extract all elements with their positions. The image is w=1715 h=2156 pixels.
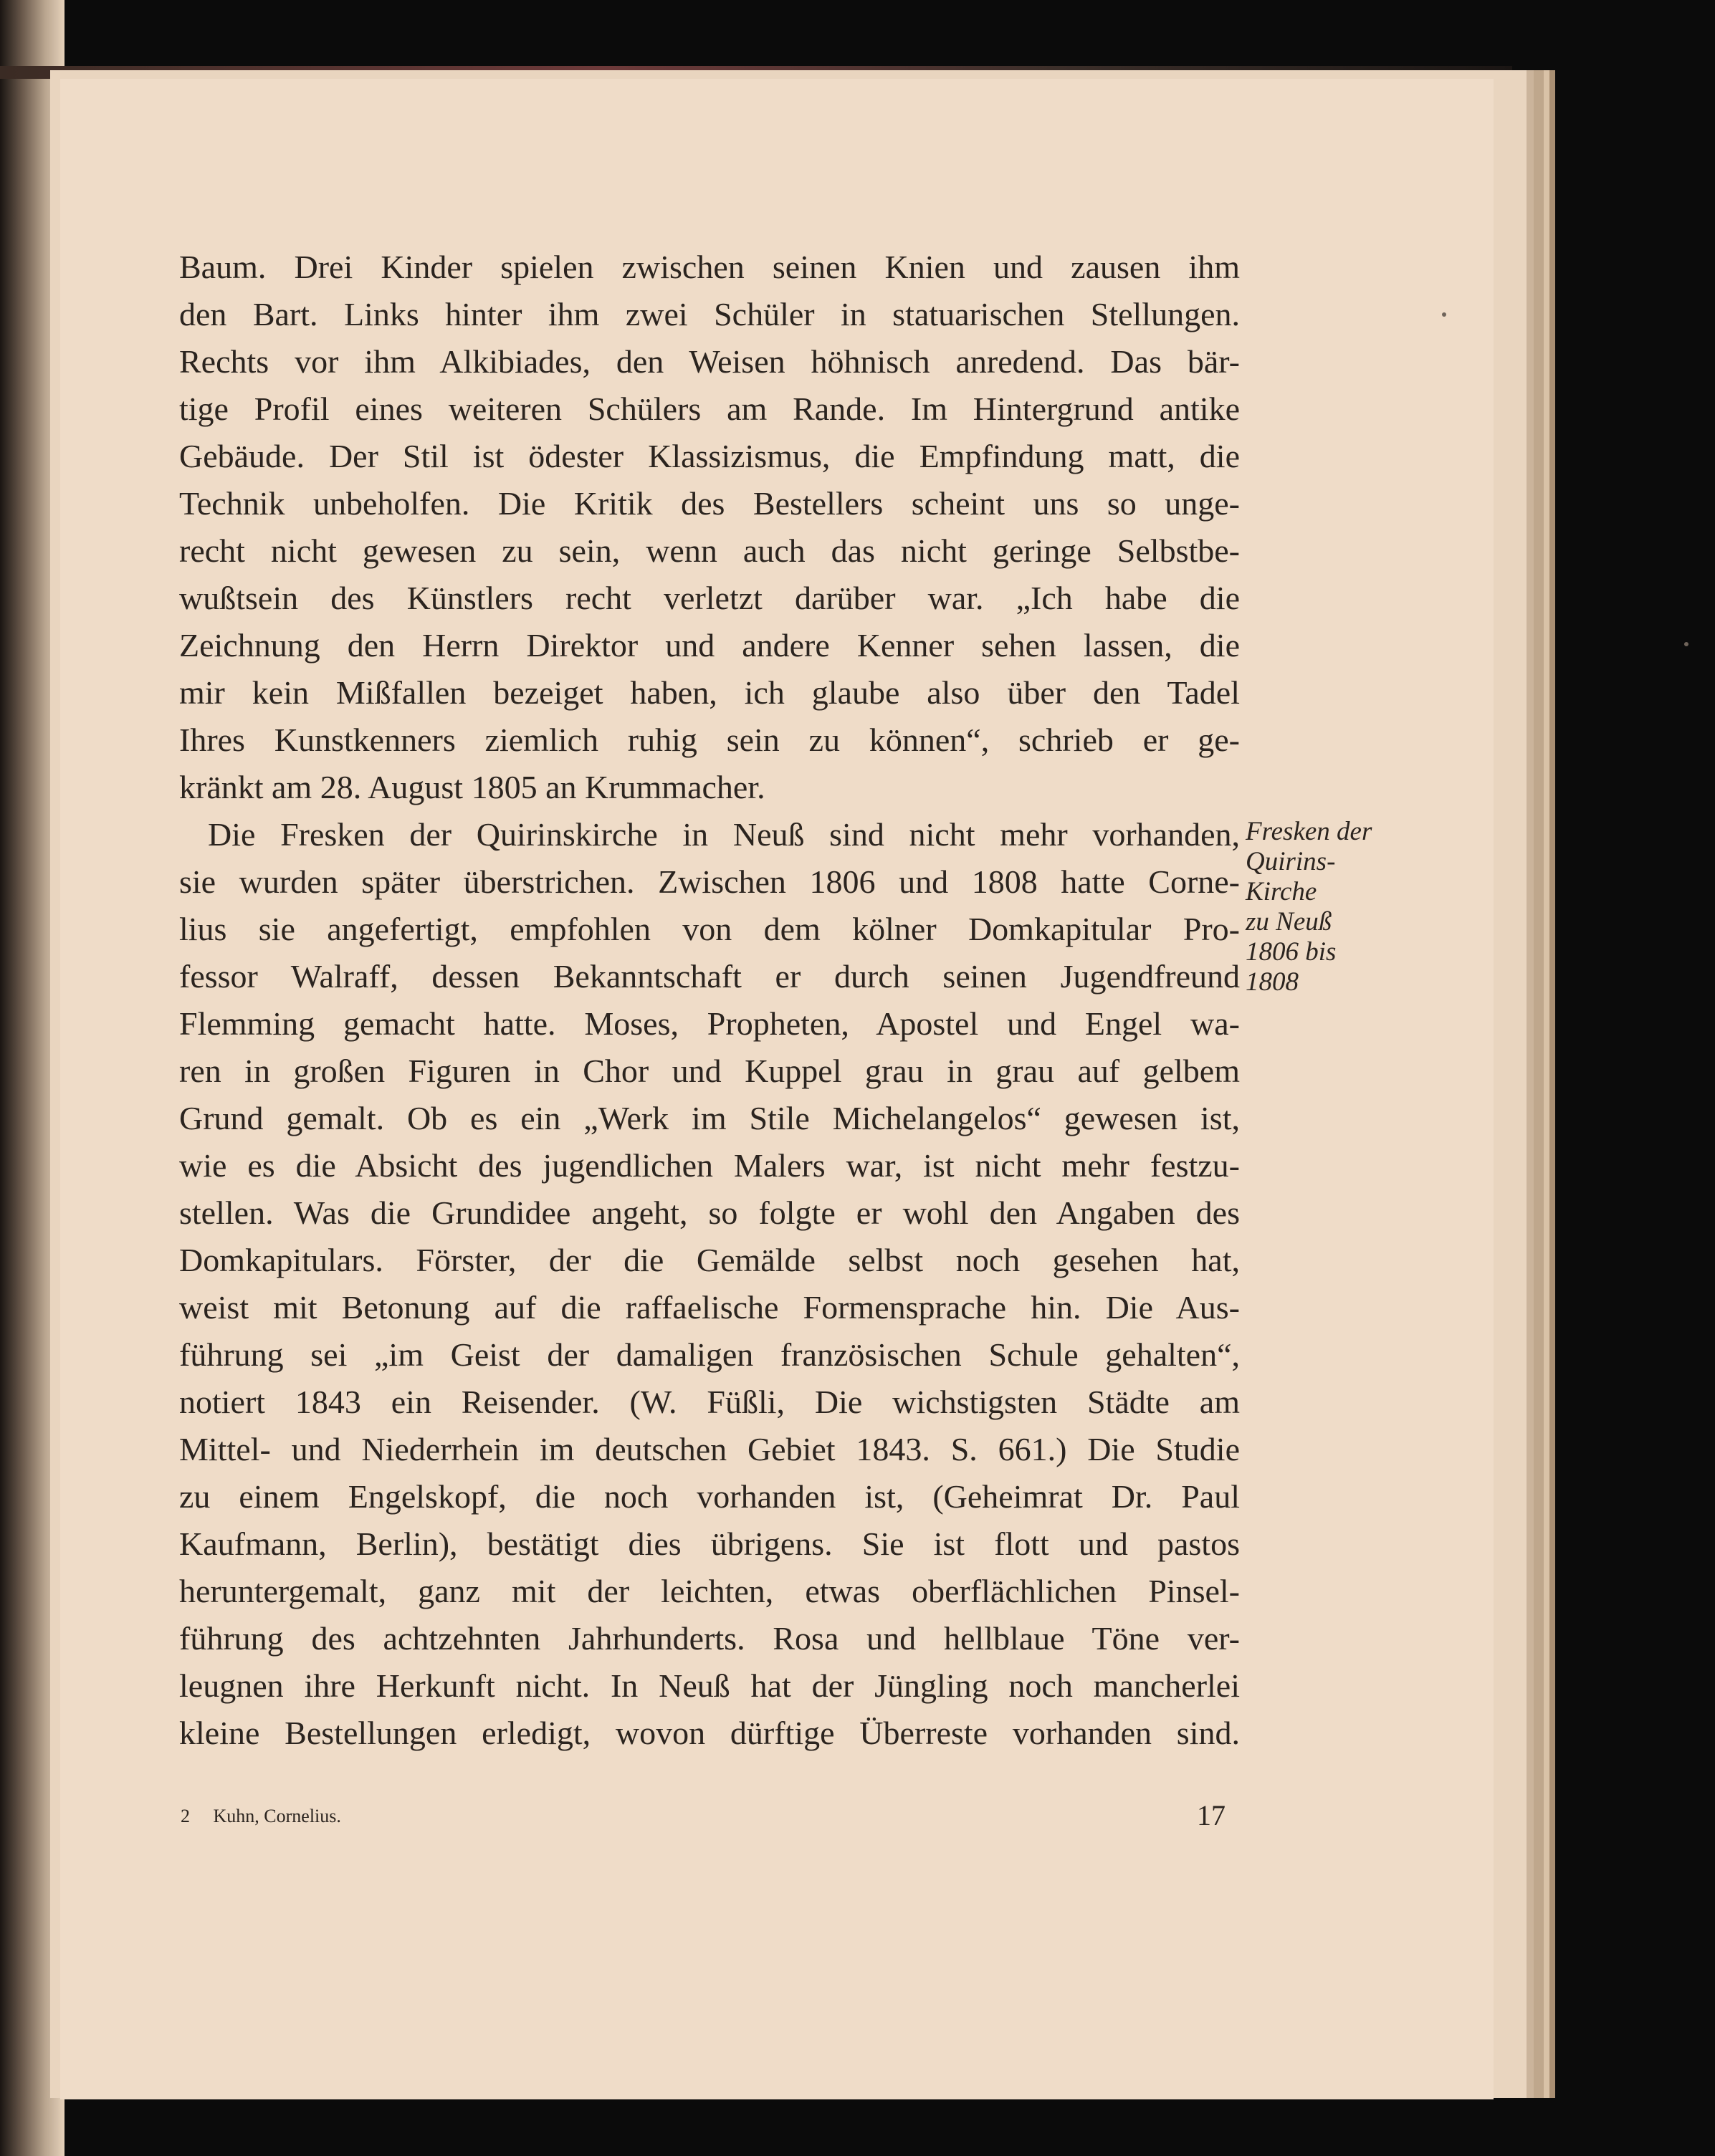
text-line: weist mit Betonung auf die raffaelische Formensprache hin. Die Aus-: [179, 1289, 1240, 1326]
text-line: Kaufmann, Berlin), bestätigt dies übrigens. Sie ist flott und pastos: [179, 1525, 1240, 1562]
text-line: Ihres Kunstkenners ziemlich ruhig sein zu können“, schrieb er ge-: [179, 722, 1240, 758]
text-line: tige Profil eines weiteren Schülers am Rande. Im Hintergrund antike: [179, 391, 1240, 427]
text-line: Flemming gemacht hatte. Moses, Propheten, Apostel und Engel wa-: [179, 1005, 1240, 1042]
signature-text: Kuhn, Cornelius.: [213, 1806, 341, 1826]
margin-note-line: Kirche: [1246, 877, 1317, 906]
text-line: Rechts vor ihm Alkibiades, den Weisen höhnisch anredend. Das bär-: [179, 343, 1240, 380]
text-line: recht nicht gewesen zu sein, wenn auch das nicht geringe Selbstbe-: [179, 532, 1240, 569]
margin-note-line: 1808: [1246, 967, 1299, 997]
text-line: kleine Bestellungen erledigt, wovon dürftige Überreste vorhanden sind.: [179, 1715, 1240, 1751]
signature-number: 2: [181, 1806, 190, 1826]
text-line: Zeichnung den Herrn Direktor und andere Kenner sehen lassen, die: [179, 627, 1240, 663]
text-line: Die Fresken der Quirinskirche in Neuß sind nicht mehr vorhanden,: [208, 816, 1240, 853]
text-line: kränkt am 28. August 1805 an Krummacher.: [179, 769, 765, 805]
text-line: den Bart. Links hinter ihm zwei Schüler in statuarischen Stellungen.: [179, 296, 1240, 332]
text-line: notiert 1843 ein Reisender. (W. Füßli, Die wichstigsten Städte am: [179, 1384, 1240, 1420]
text-line: ren in großen Figuren in Chor und Kuppel grau in grau auf gelbem: [179, 1053, 1240, 1089]
page-number: 17: [1197, 1799, 1226, 1831]
text-line: Gebäude. Der Stil ist ödester Klassizismus, die Empfindung matt, die: [179, 438, 1240, 474]
text-line: leugnen ihre Herkunft nicht. In Neuß hat der Jüngling noch mancherlei: [179, 1667, 1240, 1704]
text-line: führung des achtzehnten Jahrhunderts. Rosa und hellblaue Töne ver-: [179, 1620, 1240, 1657]
footer-signature: [181, 1806, 341, 1827]
text-line: Grund gemalt. Ob es ein „Werk im Stile Michelangelos“ gewesen ist,: [179, 1100, 1240, 1136]
text-line: Technik unbeholfen. Die Kritik des Bestellers scheint uns so unge-: [179, 485, 1240, 522]
text-line: Baum. Drei Kinder spielen zwischen seinen Knien und zausen ihm: [179, 249, 1240, 285]
text-line: stellen. Was die Grundidee angeht, so folgte er wohl den Angaben des: [179, 1194, 1240, 1231]
text-line: fessor Walraff, dessen Bekanntschaft er durch seinen Jugendfreund: [179, 958, 1240, 995]
margin-note-line: 1806 bis: [1246, 937, 1337, 967]
text-line: heruntergemalt, ganz mit der leichten, etwas oberflächlichen Pinsel-: [179, 1573, 1240, 1609]
text-line: wußtsein des Künstlers recht verletzt darüber war. „Ich habe die: [179, 580, 1240, 616]
text-line: Mittel- und Niederrhein im deutschen Gebiet 1843. S. 661.) Die Studie: [179, 1431, 1240, 1467]
text-line: Domkapitulars. Förster, der die Gemälde selbst noch gesehen hat,: [179, 1242, 1240, 1278]
text-line: führung sei „im Geist der damaligen französischen Schule gehalten“,: [179, 1336, 1240, 1373]
margin-note-line: Quirins-: [1246, 847, 1336, 876]
text-line: zu einem Engelskopf, die noch vorhanden ist, (Geheimrat Dr. Paul: [179, 1478, 1240, 1515]
paper-speck: [1442, 312, 1446, 317]
text-line: lius sie angefertigt, empfohlen von dem kölner Domkapitular Pro-: [179, 911, 1240, 947]
margin-note: [1246, 817, 1418, 997]
text-line: mir kein Mißfallen bezeiget haben, ich glaube also über den Tadel: [179, 674, 1240, 711]
body-text: [179, 244, 1240, 1757]
margin-note-line: Fresken der: [1246, 817, 1372, 846]
text-line: wie es die Absicht des jugendlichen Malers war, ist nicht mehr festzu-: [179, 1147, 1240, 1184]
text-line: sie wurden später überstrichen. Zwischen 1806 und 1808 hatte Corne-: [179, 863, 1240, 900]
dust-speck: [1684, 642, 1688, 646]
margin-note-line: zu Neuß: [1246, 907, 1332, 936]
